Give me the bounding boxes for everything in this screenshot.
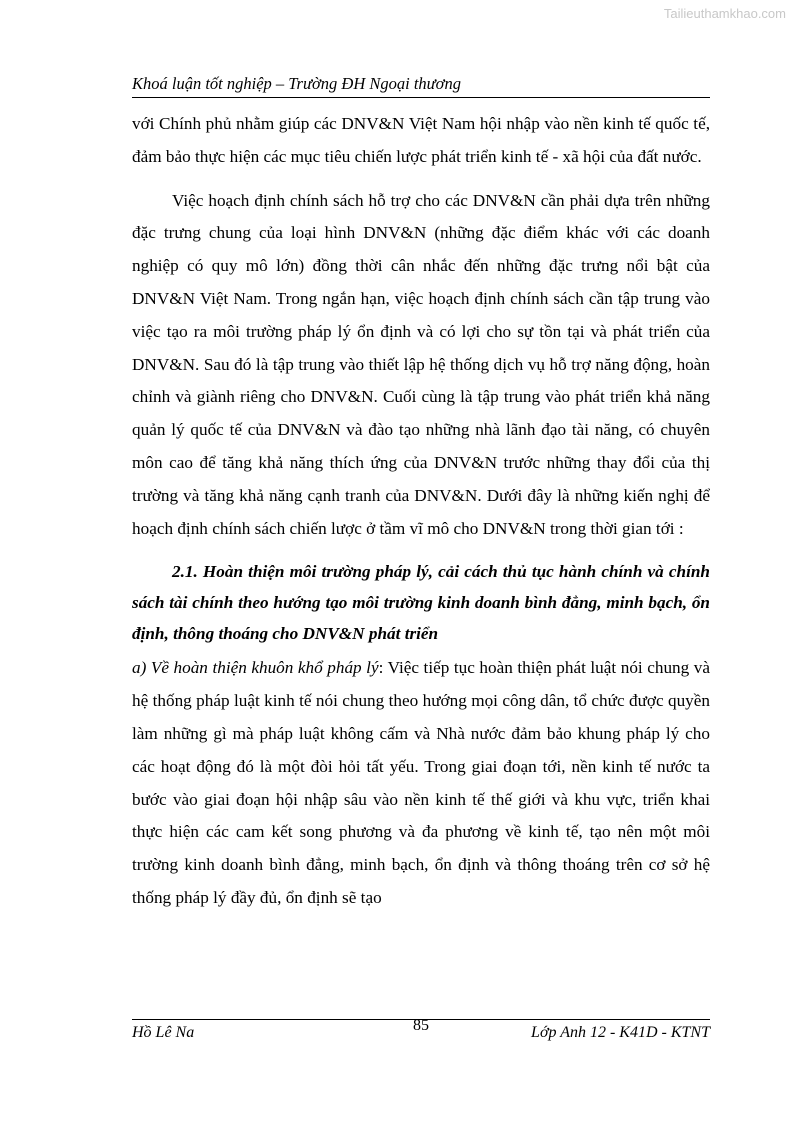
paragraph-1: với Chính phủ nhằm giúp các DNV&N Việt Nam hội nhập vào nền kinh tế quốc tế, đảm bảo thực hiện các mục tiêu chiến lược phát triển kinh tế - xã hội của đất nước. (132, 114, 710, 166)
section-heading: 2.1. Hoàn thiện môi trường pháp lý, cải cách thủ tục hành chính và chính sách tài chính theo hướng tạo môi trường kinh doanh bình đẳng, minh bạch, ổn định, thông thoáng cho DNV&N phát triển (132, 562, 710, 644)
watermark: Tailieuthamkhao.com (663, 6, 786, 21)
paragraph-2: Việc hoạch định chính sách hỗ trợ cho các DNV&N cần phải dựa trên những đặc trưng chung của loại hình DNV&N (những đặc điểm khác với các doanh nghiệp có quy mô lớn) đồng thời cân nhắc đến những đặc trưng nổi bật của DNV&N Việt Nam. Trong ngắn hạn, việc hoạch định chính sách cần tập trung vào việc tạo ra môi trường pháp lý ổn định và có lợi cho sự tồn tại và phát triển của DNV&N. Sau đó là tập trung vào thiết lập hệ thống dịch vụ hỗ trợ năng động, hoàn chỉnh và giành riêng cho DNV&N. Cuối cùng là tập trung vào phát triển khả năng quản lý quốc tế của DNV&N và đào tạo những nhà lãnh đạo tài năng, có chuyên môn cao để tăng khả năng thích ứng của DNV&N trước những thay đổi của thị trường và tăng khả năng cạnh tranh của DNV&N. Dưới đây là những kiến nghị để hoạch định chính sách chiến lược ở tầm vĩ mô cho DNV&N trong thời gian tới : (132, 190, 710, 538)
page-number: 85 (413, 1017, 429, 1034)
header-title: Khoá luận tốt nghiệp – Trường ĐH Ngoại thương (132, 74, 461, 93)
paragraph-3-text: : Việc tiếp tục hoàn thiện phát luật nói chung và hệ thống pháp luật kinh tế nói chung theo hướng mọi công dân, tổ chức được quyền làm những gì mà pháp luật không cấm và Nhà nước đảm bảo khung pháp lý cho các hoạt động đó là một đòi hỏi tất yếu. Trong giai đoạn tới, nền kinh tế nước ta bước vào giai đoạn hội nhập sâu vào nền kinh tế thế giới và khu vực, triển khai thực hiện các cam kết song phương và đa phương về kinh tế, tạo nên một môi trường kinh doanh bình đẳng, minh bạch, ổn định và thông thoáng trên cơ sở hệ thống pháp lý đầy đủ, ổn định sẽ tạo (132, 658, 710, 907)
paragraph-3 (132, 652, 710, 914)
page-header (132, 74, 710, 98)
paragraph-3-lead: a) Về hoàn thiện khuôn khổ pháp lý (132, 658, 379, 678)
page-footer (132, 1017, 710, 1041)
page-body (132, 108, 710, 915)
footer-author: Hồ Lê Na (132, 1024, 195, 1041)
footer-class-info: Lớp Anh 12 - K41D - KTNT (531, 1024, 710, 1041)
